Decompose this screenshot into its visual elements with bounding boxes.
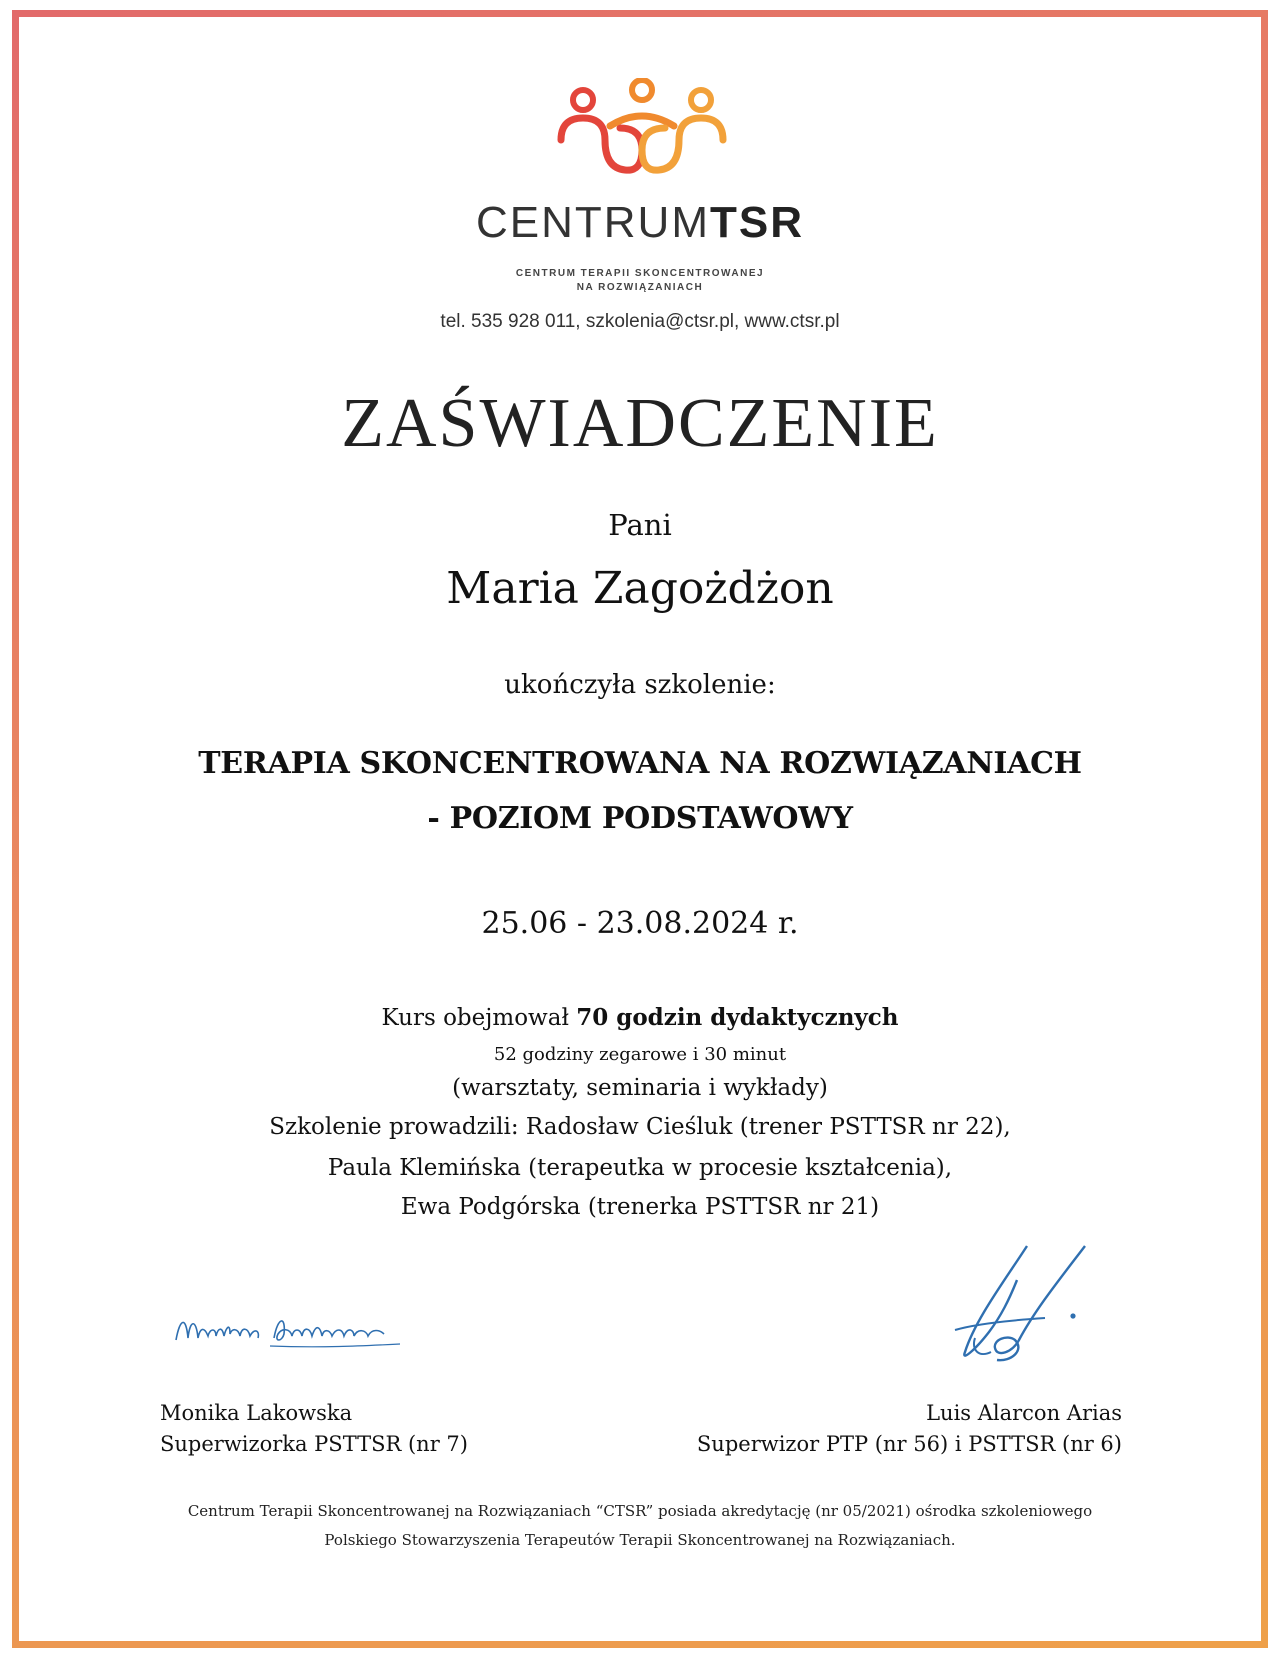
signer-left bbox=[160, 1398, 468, 1460]
completed-text: ukończyła szkolenie: bbox=[504, 670, 776, 700]
signer-right bbox=[697, 1398, 1122, 1460]
clock-hours: 52 godziny zegarowe i 30 minut bbox=[493, 1044, 787, 1065]
logo-word-bold: TSR bbox=[709, 198, 804, 247]
signer-right-role: Superwizor PTP (nr 56) i PSTTSR (nr 6) bbox=[696, 1432, 1122, 1456]
logo-wordmark bbox=[0, 198, 1280, 248]
signature-right-icon bbox=[935, 1240, 1095, 1370]
document-title: ZAŚWIADCZENIE bbox=[341, 385, 939, 462]
course-title-line2: - POZIOM PODSTAWOWY bbox=[427, 801, 853, 836]
trainers-line2: Paula Klemińska (terapeutka w procesie kształcenia), bbox=[327, 1155, 953, 1181]
course-hours-bold: 70 godzin dydaktycznych bbox=[576, 1004, 899, 1031]
trainers-line3: Ewa Podgórska (trenerka PSTTSR nr 21) bbox=[400, 1194, 880, 1220]
logo-word-light: CENTRUM bbox=[476, 198, 710, 247]
footer-line2: Polskiego Stowarzyszenia Terapeutów Terapii Skoncentrowanej na Rozwiązaniach. bbox=[324, 1531, 956, 1549]
logo-subtitle-line2: NA ROZWIĄZANIACH bbox=[576, 282, 704, 293]
course-title-line1: TERAPIA SKONCENTROWANA NA ROZWIĄZANIACH bbox=[198, 746, 1082, 781]
course-hours-prefix: Kurs obejmował bbox=[381, 1005, 577, 1031]
signer-left-name: Monika Lakowska bbox=[160, 1401, 353, 1425]
course-hours bbox=[0, 1004, 1280, 1031]
contact-line: tel. 535 928 011, szkolenia@ctsr.pl, www.ctsr.pl bbox=[440, 311, 840, 332]
signer-right-name: Luis Alarcon Arias bbox=[926, 1401, 1122, 1425]
signature-left-icon bbox=[170, 1298, 410, 1358]
course-dates: 25.06 - 23.08.2024 r. bbox=[481, 906, 799, 941]
recipient-name: Maria Zagożdżon bbox=[446, 563, 834, 614]
footer-line1: Centrum Terapii Skoncentrowanej na Rozwiązaniach “CTSR” posiada akredytację (nr 05/2021) ośrodka szkoleniowego bbox=[187, 1502, 1093, 1520]
ctsr-logo-icon bbox=[555, 78, 730, 183]
logo-subtitle-line1: CENTRUM TERAPII SKONCENTROWANEJ bbox=[515, 268, 765, 279]
trainers-line1: Szkolenie prowadzili: Radosław Cieśluk (trener PSTTSR nr 22), bbox=[269, 1114, 1011, 1140]
course-forms: (warsztaty, seminaria i wykłady) bbox=[452, 1075, 828, 1101]
salutation: Pani bbox=[608, 508, 672, 542]
signer-left-role: Superwizorka PSTTSR (nr 7) bbox=[160, 1432, 468, 1456]
